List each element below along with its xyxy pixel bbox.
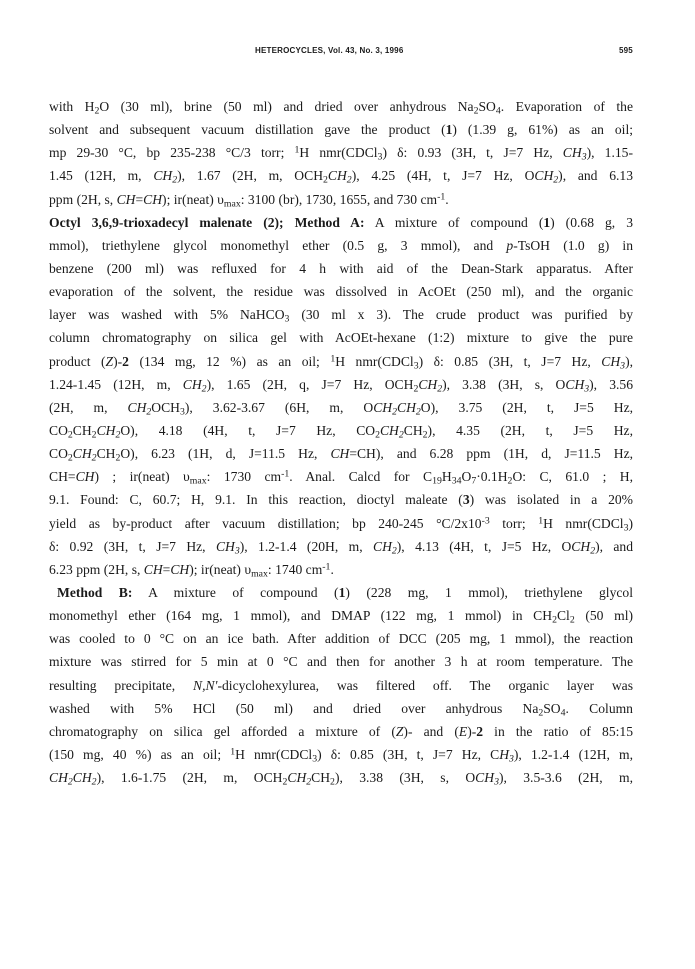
- text-line: with $H_2O$ (30 ml), brine (50 ml) and dried over anhydrous $Na_2SO_4$. Evaporation of the: [49, 99, 633, 117]
- text-line: product (Z)-2 (134 mg, 12 %) as an oil; $^1$H nmr(CDCl$_3$) δ: 0.85 (3H, t, J=7 Hz, $CH_3$),: [49, 353, 633, 371]
- text-line: layer was washed with 5% NaHCO$_3$ (30 ml x 3). The crude product was purified by: [49, 307, 633, 325]
- text-line: benzene (200 ml) was refluxed for 4 h with aid of the Dean-Stark apparatus. After: [49, 260, 633, 276]
- text-line: column chromatography on silica gel with AcOEt-hexane (1:2) mixture to give the pure: [49, 330, 633, 346]
- text-line: Octyl 3,6,9-trioxadecyl malenate (2); Method A: A mixture of compound (1) (0.68 g, 3: [49, 214, 633, 230]
- text-line: evaporation of the solvent, the residue was dissolved in AcOEt (250 ml), and the organic: [49, 284, 633, 300]
- text-line: (2H, m, $CH_2OCH_3$), 3.62-3.67 (6H, m, $OCH_2CH_2O$), 3.75 (2H, t, J=5 Hz,: [49, 399, 633, 418]
- page-number: 595: [619, 46, 633, 55]
- text-line: $CO_2CH_2CH_2O$), 6.23 (1H, d, J=11.5 Hz, CH=CH), and 6.28 ppm (1H, d, J=11.5 Hz,: [49, 446, 633, 464]
- text-line: was cooled to 0 °C on an ice bath. After addition of DCC (205 mg, 1 mmol), the reaction: [49, 631, 633, 647]
- text-line: 1.24-1.45 (12H, m, $CH_2$), 1.65 (2H, q, J=7 Hz, $OCH_2CH_2$), 3.38 (3H, s, $OCH_3$), 3.56: [49, 376, 633, 395]
- text-line: chromatography on silica gel afforded a mixture of (Z)- and (E)-2 in the ratio of 85:15: [49, 723, 633, 739]
- text-line: (150 mg, 40 %) as an oil; $^1$H nmr(CDCl$_3$) δ: 0.85 (3H, t, J=7 Hz, $CH_3$), 1.2-1.4 (12H, m,: [49, 746, 633, 765]
- text-line: ppm (2H, s, CH=CH); ir(neat) $\upsilon_{max}$: 3100 (br), 1730, 1655, and 730 $cm^{-1}$.: [49, 191, 449, 209]
- text-line: mp 29-30 °C, bp 235-238 °C/3 torr; $^1$H nmr(CDCl$_3$) δ: 0.93 (3H, t, J=7 Hz, $CH_3$), 1.15-: [49, 144, 633, 163]
- text-line: $CO_2CH_2CH_2O$), 4.18 (4H, t, J=7 Hz, $CO_2CH_2CH_2$), 4.35 (2H, t, J=5 Hz,: [49, 422, 633, 441]
- text-line: mmol), triethylene glycol monomethyl ether (0.5 g, 3 mmol), and p-TsOH (1.0 g) in: [49, 237, 633, 253]
- text-line: 1.45 (12H, m, $CH_2$), 1.67 (2H, m, $OCH_2CH_2$), 4.25 (4H, t, J=7 Hz, $OCH_2$), and 6.13: [49, 168, 633, 186]
- text-line: monomethyl ether (164 mg, 1 mmol), and DMAP (122 mg, 1 mmol) in $CH_2Cl_2$ (50 ml): [49, 608, 633, 626]
- text-line: CH=CH) ; ir(neat) $\upsilon_{max}$: 1730 $cm^{-1}$. Anal. Calcd for $C_{19}H_{34}O_7\cdot 0.1H_2O$: C, 61.0 ; H,: [49, 468, 633, 487]
- journal-citation: HETEROCYCLES, Vol. 43, No. 3, 1996: [255, 46, 404, 55]
- running-head: [0, 46, 695, 60]
- text-line: δ: 0.92 (3H, t, J=7 Hz, $CH_3$), 1.2-1.4 (20H, m, $CH_2$), 4.13 (4H, t, J=5 Hz, $OCH_2$), and: [49, 538, 633, 557]
- text-line: Method B: A mixture of compound (1) (228 mg, 1 mmol), triethylene glycol: [57, 584, 633, 600]
- article-body: [49, 95, 633, 789]
- text-line: $CH_2CH_2$), 1.6-1.75 (2H, m, $OCH_2CH_2CH_2$), 3.38 (3H, s, $OCH_3$), 3.5-3.6 (2H, m,: [49, 770, 633, 788]
- text-line: yield as by-product after vacuum distillation; bp 240-245 $^\circ C/2x10^{-3}$ torr; $^1$H nmr(CDCl$_3$): [49, 515, 633, 533]
- text-line: mixture was stirred for 5 min at 0 °C and then for another 3 h at room temperature. The: [49, 654, 633, 670]
- text-line: solvent and subsequent vacuum distillation gave the product (1) (1.39 g, 61%) as an oil;: [49, 122, 633, 138]
- text-line: washed with 5% HCl (50 ml) and dried over anhydrous $Na_2SO_4$. Column: [49, 700, 633, 719]
- text-line: 9.1. Found: C, 60.7; H, 9.1. In this reaction, dioctyl maleate (3) was isolated in a 20%: [49, 492, 633, 508]
- text-line: 6.23 ppm (2H, s, CH=CH); ir(neat) $\upsilon_{max}$: 1740 $cm^{-1}$.: [49, 561, 334, 580]
- text-line: resulting precipitate, N,N'-dicyclohexylurea, was filtered off. The organic layer was: [49, 677, 633, 693]
